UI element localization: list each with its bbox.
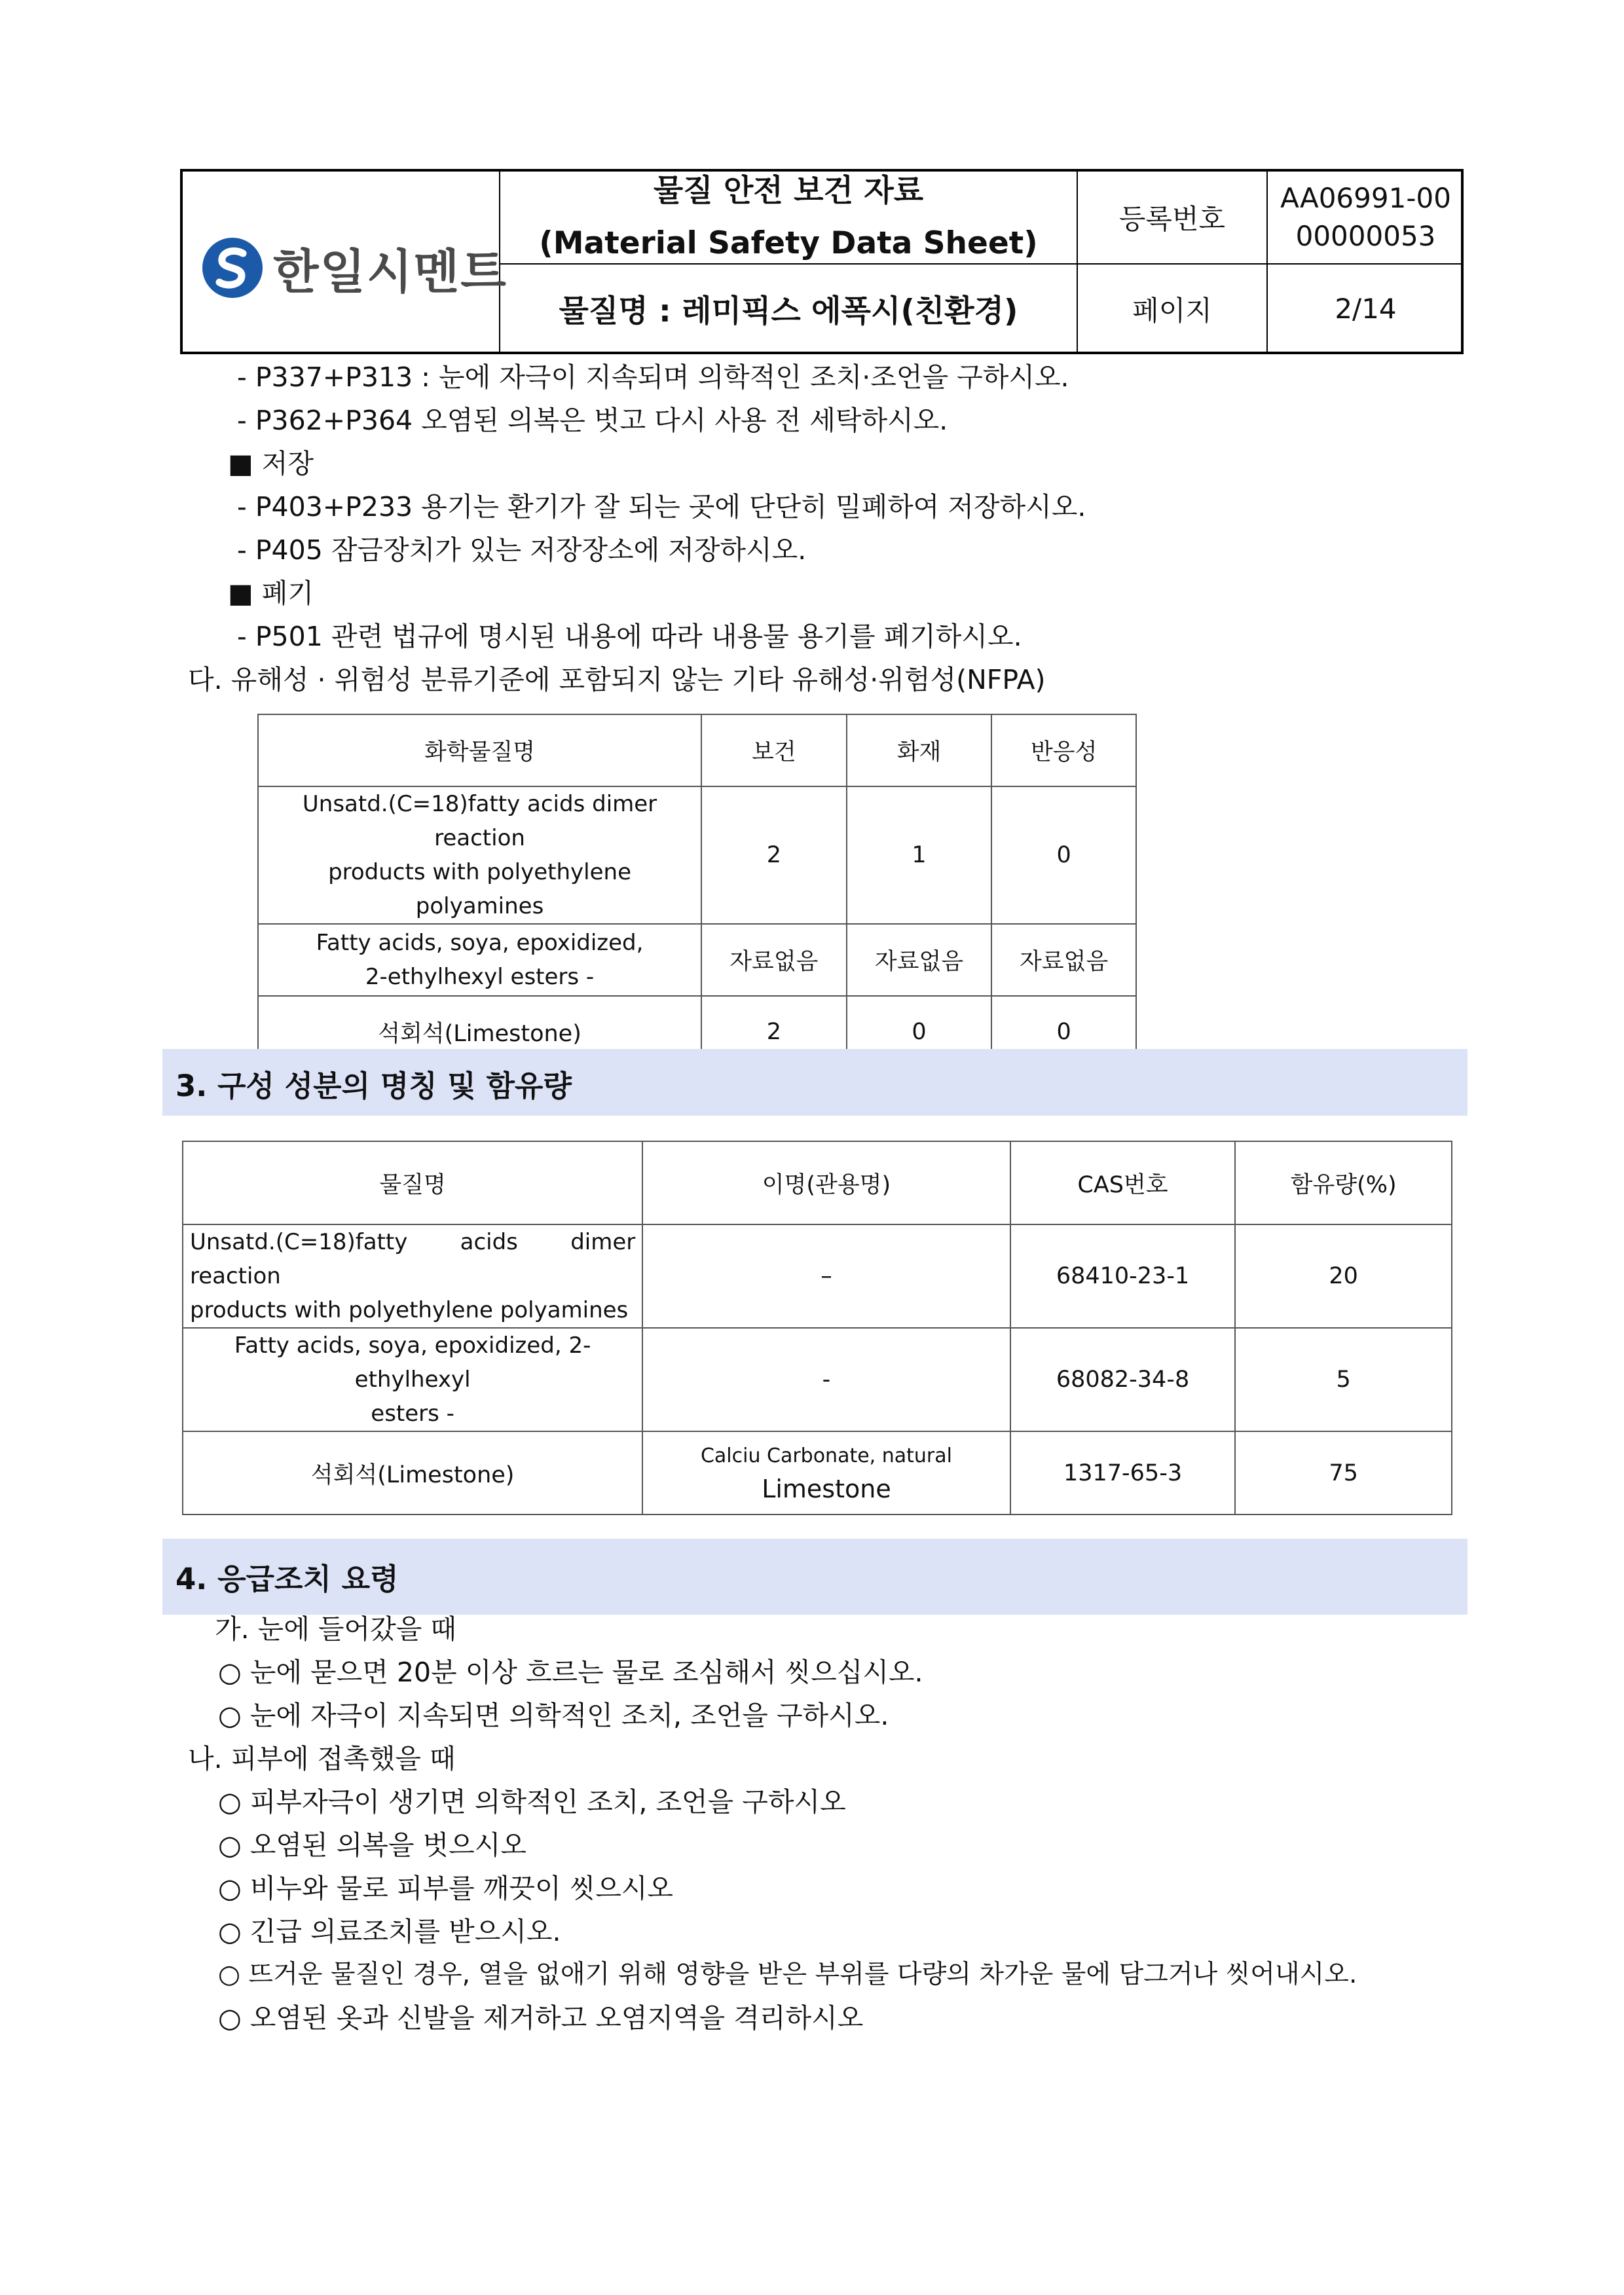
document-header [180,169,1464,354]
table-row [183,1431,1452,1515]
nfpa-table [257,714,1137,1069]
nfpa-chemical-name [258,924,701,996]
skin-item-4: ○ 긴급 의료조치를 받으시오. [218,1916,561,1947]
name-line1: Unsatd.(C=18)fatty acids dimer reaction [302,791,657,851]
nfpa-reactivity: 자료없음 [991,924,1136,996]
title-english: (Material Safety Data Sheet) [539,225,1038,261]
section4-title: 4. 응급조치 요령 [175,1562,399,1596]
nfpa-chemical-name: 석회석(Limestone) [258,996,701,1068]
composition-header-cas: CAS번호 [1010,1141,1236,1224]
composition-alias: - [642,1328,1010,1431]
name-line1: Fatty acids, soya, epoxidized, [316,930,644,956]
nfpa-health: 자료없음 [701,924,847,996]
nfpa-header-name: 화학물질명 [258,714,701,786]
storage-heading: ■ 저장 [228,448,314,479]
composition-header-alias: 이명(관용명) [642,1141,1010,1224]
nfpa-header-fire: 화재 [847,714,992,786]
composition-cas: 68082-34-8 [1010,1328,1236,1431]
page-label: 페이지 [1132,294,1212,327]
page-number: 2/14 [1335,293,1397,325]
composition-table [182,1141,1452,1515]
disposal-heading: ■ 폐기 [228,578,314,609]
nfpa-header-reactivity: 반응성 [991,714,1136,786]
material-name: 물질명 : 레미픽스 에폭시(친환경) [559,293,1018,329]
name-line2: products with polyethylene polyamines [190,1297,629,1323]
section3-title: 3. 구성 성분의 명칭 및 함유량 [175,1069,572,1103]
nfpa-fire: 0 [847,996,992,1068]
skin-item-1: ○ 피부자극이 생기면 의학적인 조치, 조언을 구하시오 [218,1786,846,1818]
table-row [183,1328,1452,1431]
composition-cas: 68410-23-1 [1010,1224,1236,1328]
nfpa-health: 2 [701,786,847,924]
eye-heading: 가. 눈에 들어갔을 때 [215,1613,456,1645]
company-logo [201,234,507,302]
nfpa-health: 2 [701,996,847,1068]
registration-number-line1: AA06991-00 [1280,182,1451,214]
precaution-p337: - P337+P313 : 눈에 자극이 지속되며 의학적인 조치·조언을 구하시오. [237,361,1069,393]
nfpa-header-row [258,714,1136,786]
composition-name: 석회석(Limestone) [183,1431,642,1515]
company-logo-icon [201,236,264,299]
nfpa-header-health: 보건 [701,714,847,786]
company-logo-text: 한일시멘트 [273,244,507,299]
name-line1: Fatty acids, soya, epoxidized, 2-ethylhexyl [234,1332,591,1393]
composition-cas: 1317-65-3 [1010,1431,1236,1515]
skin-item-6: ○ 오염된 옷과 신발을 제거하고 오염지역을 격리하시오 [218,2002,864,2034]
composition-content: 20 [1235,1224,1452,1328]
eye-item-1: ○ 눈에 묻으면 20분 이상 흐르는 물로 조심해서 씻으십시오. [218,1657,923,1688]
composition-name [183,1328,642,1431]
skin-item-2: ○ 오염된 의복을 벗으시오 [218,1829,526,1861]
other-hazards-heading: 다. 유해성 · 위험성 분류기준에 포함되지 않는 기타 유해성·위험성(NFPA) [188,664,1046,695]
name-line2: products with polyethylene polyamines [328,859,631,919]
name-line2: esters - [371,1401,454,1427]
registration-number-line2: 00000053 [1295,220,1436,252]
nfpa-fire: 1 [847,786,992,924]
skin-item-3: ○ 비누와 물로 피부를 깨끗이 씻으시오 [218,1873,674,1904]
table-row [258,924,1136,996]
title-korean: 물질 안전 보건 자료 [653,173,924,209]
composition-name [183,1224,642,1328]
nfpa-chemical-name [258,786,701,924]
precaution-p501: - P501 관련 법규에 명시된 내용에 따라 내용물 용기를 폐기하시오. [237,621,1022,652]
table-row [183,1224,1452,1328]
name-line2: 2-ethylhexyl esters - [365,964,595,990]
nfpa-reactivity: 0 [991,996,1136,1068]
alias-line2: Limestone [762,1474,891,1503]
precaution-p362: - P362+P364 오염된 의복은 벗고 다시 사용 전 세탁하시오. [237,405,948,436]
nfpa-fire: 자료없음 [847,924,992,996]
composition-header-row [183,1141,1452,1224]
precaution-p405: - P405 잠금장치가 있는 저장장소에 저장하시오. [237,534,807,566]
composition-alias [642,1431,1010,1515]
table-row [258,786,1136,924]
precaution-p403: - P403+P233 용기는 환기가 잘 되는 곳에 단단히 밀폐하여 저장하시오. [237,491,1086,523]
registration-number [1268,172,1464,263]
document-title [500,172,1077,263]
skin-heading: 나. 피부에 접촉했을 때 [188,1743,456,1774]
composition-header-name: 물질명 [183,1141,642,1224]
composition-alias: – [642,1224,1010,1328]
nfpa-reactivity: 0 [991,786,1136,924]
composition-content: 5 [1235,1328,1452,1431]
composition-content: 75 [1235,1431,1452,1515]
composition-header-content: 함유량(%) [1235,1141,1452,1224]
registration-label: 등록번호 [1118,203,1226,235]
name-line1: Unsatd.(C=18)fatty acids dimer reaction [190,1229,636,1289]
eye-item-2: ○ 눈에 자극이 지속되면 의학적인 조치, 조언을 구하시오. [218,1700,889,1731]
skin-item-5: ○ 뜨거운 물질인 경우, 열을 없애기 위해 영향을 받은 부위를 다량의 차가운 물에 담그거나 씻어내시오. [218,1960,1357,1989]
alias-line1: Calciu Carbonate, natural [700,1444,952,1467]
